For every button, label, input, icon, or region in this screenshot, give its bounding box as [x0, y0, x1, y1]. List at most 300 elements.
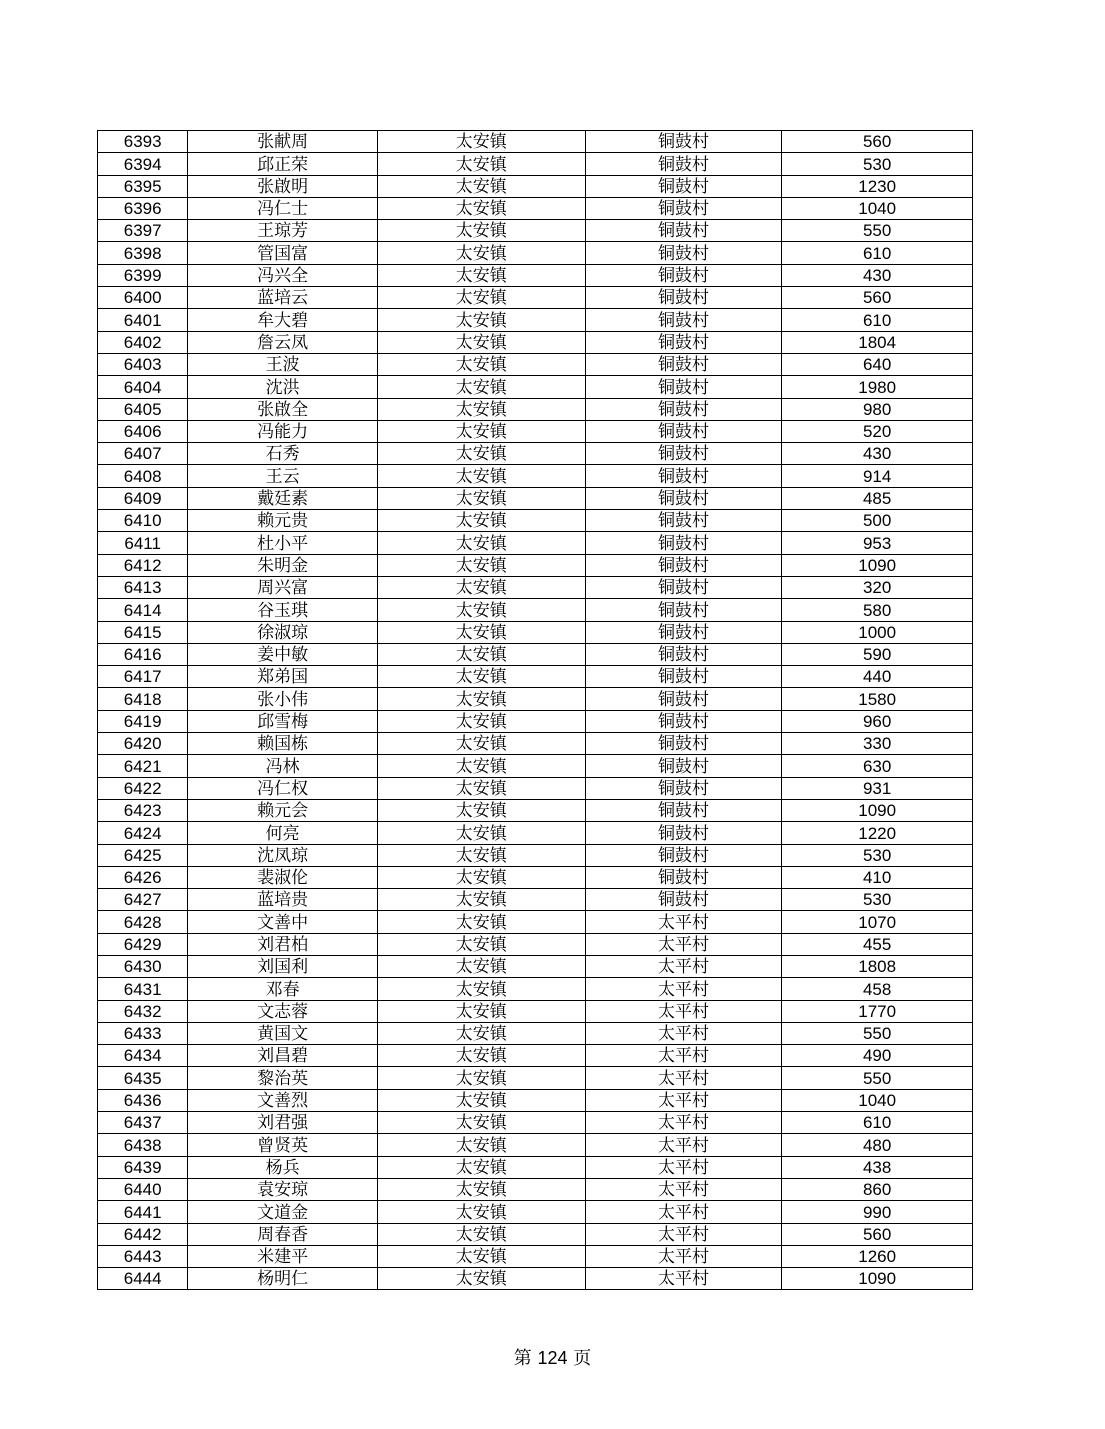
footer-suffix: 页: [573, 1348, 592, 1369]
amount-value: 320: [782, 576, 973, 598]
town-name: 太安镇: [377, 331, 585, 353]
town-name: 太安镇: [377, 287, 585, 309]
record-id: 6416: [98, 643, 188, 665]
amount-value: 630: [782, 755, 973, 777]
record-id: 6434: [98, 1045, 188, 1067]
town-name: 太安镇: [377, 420, 585, 442]
record-id: 6411: [98, 532, 188, 554]
table-row: [98, 1089, 973, 1111]
town-name: 太安镇: [377, 688, 585, 710]
amount-value: 440: [782, 666, 973, 688]
table-row: [98, 197, 973, 219]
village-name: 太平村: [585, 955, 782, 977]
record-id: 6442: [98, 1223, 188, 1245]
table-row: [98, 889, 973, 911]
town-name: 太安镇: [377, 666, 585, 688]
person-name: 蓝培贵: [188, 889, 378, 911]
person-name: 管国富: [188, 242, 378, 264]
village-name: 太平村: [585, 1245, 782, 1267]
amount-value: 490: [782, 1045, 973, 1067]
person-name: 文志蓉: [188, 1000, 378, 1022]
village-name: 铜鼓村: [585, 465, 782, 487]
amount-value: 914: [782, 465, 973, 487]
table-row: [98, 1022, 973, 1044]
table-row: [98, 844, 973, 866]
record-id: 6428: [98, 911, 188, 933]
town-name: 太安镇: [377, 1156, 585, 1178]
table-row: [98, 153, 973, 175]
town-name: 太安镇: [377, 1045, 585, 1067]
table-row: [98, 1000, 973, 1022]
village-name: 铜鼓村: [585, 197, 782, 219]
person-name: 谷玉琪: [188, 599, 378, 621]
village-name: 铜鼓村: [585, 799, 782, 821]
amount-value: 1804: [782, 331, 973, 353]
person-name: 杜小平: [188, 532, 378, 554]
village-name: 铜鼓村: [585, 309, 782, 331]
town-name: 太安镇: [377, 866, 585, 888]
table-row: [98, 131, 973, 153]
table-row: [98, 532, 973, 554]
town-name: 太安镇: [377, 220, 585, 242]
record-id: 6401: [98, 309, 188, 331]
amount-value: 1000: [782, 621, 973, 643]
amount-value: 1090: [782, 1268, 973, 1290]
town-name: 太安镇: [377, 487, 585, 509]
person-name: 裴淑伦: [188, 866, 378, 888]
person-name: 石秀: [188, 443, 378, 465]
record-id: 6396: [98, 197, 188, 219]
village-name: 铜鼓村: [585, 287, 782, 309]
records-table: [97, 130, 973, 1290]
village-name: 太平村: [585, 1223, 782, 1245]
person-name: 蓝培云: [188, 287, 378, 309]
village-name: 铜鼓村: [585, 554, 782, 576]
town-name: 太安镇: [377, 733, 585, 755]
village-name: 太平村: [585, 978, 782, 1000]
amount-value: 1070: [782, 911, 973, 933]
amount-value: 458: [782, 978, 973, 1000]
amount-value: 1808: [782, 955, 973, 977]
village-name: 铜鼓村: [585, 621, 782, 643]
town-name: 太安镇: [377, 1268, 585, 1290]
town-name: 太安镇: [377, 1112, 585, 1134]
table-row: [98, 576, 973, 598]
record-id: 6418: [98, 688, 188, 710]
person-name: 邓春: [188, 978, 378, 1000]
person-name: 詹云凤: [188, 331, 378, 353]
town-name: 太安镇: [377, 153, 585, 175]
person-name: 张小伟: [188, 688, 378, 710]
record-id: 6414: [98, 599, 188, 621]
person-name: 周春香: [188, 1223, 378, 1245]
record-id: 6400: [98, 287, 188, 309]
person-name: 何亮: [188, 822, 378, 844]
record-id: 6436: [98, 1089, 188, 1111]
record-id: 6421: [98, 755, 188, 777]
record-id: 6409: [98, 487, 188, 509]
village-name: 太平村: [585, 1134, 782, 1156]
town-name: 太安镇: [377, 309, 585, 331]
record-id: 6431: [98, 978, 188, 1000]
village-name: 太平村: [585, 1067, 782, 1089]
amount-value: 560: [782, 287, 973, 309]
village-name: 太平村: [585, 1201, 782, 1223]
amount-value: 860: [782, 1178, 973, 1200]
amount-value: 550: [782, 1022, 973, 1044]
town-name: 太安镇: [377, 1089, 585, 1111]
record-id: 6407: [98, 443, 188, 465]
table-row: [98, 487, 973, 509]
record-id: 6395: [98, 175, 188, 197]
person-name: 袁安琼: [188, 1178, 378, 1200]
town-name: 太安镇: [377, 1067, 585, 1089]
record-id: 6410: [98, 510, 188, 532]
person-name: 冯仁权: [188, 777, 378, 799]
person-name: 赖元贵: [188, 510, 378, 532]
person-name: 张献周: [188, 131, 378, 153]
table-row: [98, 866, 973, 888]
village-name: 铜鼓村: [585, 153, 782, 175]
amount-value: 455: [782, 933, 973, 955]
amount-value: 1770: [782, 1000, 973, 1022]
person-name: 邱雪梅: [188, 710, 378, 732]
person-name: 文善中: [188, 911, 378, 933]
town-name: 太安镇: [377, 933, 585, 955]
table-row: [98, 643, 973, 665]
town-name: 太安镇: [377, 242, 585, 264]
village-name: 铜鼓村: [585, 822, 782, 844]
amount-value: 330: [782, 733, 973, 755]
village-name: 铜鼓村: [585, 777, 782, 799]
record-id: 6427: [98, 889, 188, 911]
record-id: 6393: [98, 131, 188, 153]
village-name: 太平村: [585, 1268, 782, 1290]
person-name: 黎治英: [188, 1067, 378, 1089]
village-name: 铜鼓村: [585, 443, 782, 465]
record-id: 6422: [98, 777, 188, 799]
town-name: 太安镇: [377, 822, 585, 844]
table-row: [98, 733, 973, 755]
village-name: 太平村: [585, 1112, 782, 1134]
person-name: 徐淑琼: [188, 621, 378, 643]
town-name: 太安镇: [377, 844, 585, 866]
page-number: 124: [537, 1348, 568, 1368]
town-name: 太安镇: [377, 197, 585, 219]
person-name: 郑弟国: [188, 666, 378, 688]
record-id: 6420: [98, 733, 188, 755]
person-name: 米建平: [188, 1245, 378, 1267]
record-id: 6413: [98, 576, 188, 598]
table-row: [98, 1223, 973, 1245]
amount-value: 430: [782, 443, 973, 465]
record-id: 6399: [98, 264, 188, 286]
record-id: 6444: [98, 1268, 188, 1290]
table-row: [98, 1201, 973, 1223]
person-name: 戴廷素: [188, 487, 378, 509]
amount-value: 530: [782, 844, 973, 866]
village-name: 铜鼓村: [585, 242, 782, 264]
town-name: 太安镇: [377, 398, 585, 420]
record-id: 6403: [98, 353, 188, 375]
amount-value: 1980: [782, 376, 973, 398]
table-row: [98, 1245, 973, 1267]
amount-value: 1090: [782, 554, 973, 576]
town-name: 太安镇: [377, 599, 585, 621]
amount-value: 438: [782, 1156, 973, 1178]
village-name: 铜鼓村: [585, 175, 782, 197]
town-name: 太安镇: [377, 799, 585, 821]
town-name: 太安镇: [377, 978, 585, 1000]
amount-value: 980: [782, 398, 973, 420]
table-row: [98, 1134, 973, 1156]
person-name: 刘君强: [188, 1112, 378, 1134]
amount-value: 1040: [782, 197, 973, 219]
town-name: 太安镇: [377, 710, 585, 732]
person-name: 冯林: [188, 755, 378, 777]
footer-prefix: 第: [513, 1348, 532, 1369]
person-name: 朱明金: [188, 554, 378, 576]
person-name: 刘国利: [188, 955, 378, 977]
record-id: 6402: [98, 331, 188, 353]
record-id: 6435: [98, 1067, 188, 1089]
person-name: 张啟明: [188, 175, 378, 197]
village-name: 铜鼓村: [585, 220, 782, 242]
town-name: 太安镇: [377, 1022, 585, 1044]
town-name: 太安镇: [377, 889, 585, 911]
person-name: 文道金: [188, 1201, 378, 1223]
town-name: 太安镇: [377, 1178, 585, 1200]
person-name: 姜中敏: [188, 643, 378, 665]
record-id: 6424: [98, 822, 188, 844]
record-id: 6423: [98, 799, 188, 821]
person-name: 王波: [188, 353, 378, 375]
record-id: 6408: [98, 465, 188, 487]
table-row: [98, 398, 973, 420]
village-name: 太平村: [585, 1156, 782, 1178]
village-name: 铜鼓村: [585, 688, 782, 710]
table-row: [98, 799, 973, 821]
amount-value: 580: [782, 599, 973, 621]
town-name: 太安镇: [377, 554, 585, 576]
amount-value: 530: [782, 153, 973, 175]
village-name: 铜鼓村: [585, 331, 782, 353]
village-name: 铜鼓村: [585, 755, 782, 777]
amount-value: 485: [782, 487, 973, 509]
amount-value: 1260: [782, 1245, 973, 1267]
record-id: 6412: [98, 554, 188, 576]
record-id: 6441: [98, 1201, 188, 1223]
person-name: 邱正荣: [188, 153, 378, 175]
village-name: 太平村: [585, 1178, 782, 1200]
town-name: 太安镇: [377, 465, 585, 487]
table-row: [98, 1178, 973, 1200]
table-row: [98, 666, 973, 688]
table-row: [98, 220, 973, 242]
town-name: 太安镇: [377, 1201, 585, 1223]
town-name: 太安镇: [377, 532, 585, 554]
town-name: 太安镇: [377, 576, 585, 598]
table-row: [98, 955, 973, 977]
person-name: 王云: [188, 465, 378, 487]
person-name: 杨明仁: [188, 1268, 378, 1290]
town-name: 太安镇: [377, 755, 585, 777]
record-id: 6439: [98, 1156, 188, 1178]
table-row: [98, 1112, 973, 1134]
person-name: 王琼芳: [188, 220, 378, 242]
table-row: [98, 376, 973, 398]
village-name: 铜鼓村: [585, 420, 782, 442]
record-id: 6440: [98, 1178, 188, 1200]
table-row: [98, 599, 973, 621]
amount-value: 960: [782, 710, 973, 732]
table-row: [98, 755, 973, 777]
amount-value: 480: [782, 1134, 973, 1156]
amount-value: 520: [782, 420, 973, 442]
village-name: 太平村: [585, 1022, 782, 1044]
village-name: 铜鼓村: [585, 264, 782, 286]
amount-value: 1230: [782, 175, 973, 197]
person-name: 牟大碧: [188, 309, 378, 331]
amount-value: 550: [782, 1067, 973, 1089]
village-name: 太平村: [585, 1089, 782, 1111]
amount-value: 410: [782, 866, 973, 888]
person-name: 冯能力: [188, 420, 378, 442]
town-name: 太安镇: [377, 510, 585, 532]
table-row: [98, 309, 973, 331]
record-id: 6432: [98, 1000, 188, 1022]
table-row: [98, 1268, 973, 1290]
record-id: 6433: [98, 1022, 188, 1044]
village-name: 铜鼓村: [585, 576, 782, 598]
town-name: 太安镇: [377, 1134, 585, 1156]
town-name: 太安镇: [377, 777, 585, 799]
village-name: 太平村: [585, 1045, 782, 1067]
amount-value: 1040: [782, 1089, 973, 1111]
table-row: [98, 465, 973, 487]
village-name: 铜鼓村: [585, 398, 782, 420]
record-id: 6438: [98, 1134, 188, 1156]
table-row: [98, 242, 973, 264]
record-id: 6405: [98, 398, 188, 420]
person-name: 张啟全: [188, 398, 378, 420]
table-row: [98, 175, 973, 197]
village-name: 铜鼓村: [585, 710, 782, 732]
amount-value: 590: [782, 643, 973, 665]
record-id: 6425: [98, 844, 188, 866]
amount-value: 990: [782, 1201, 973, 1223]
table-row: [98, 777, 973, 799]
person-name: 文善烈: [188, 1089, 378, 1111]
village-name: 铜鼓村: [585, 733, 782, 755]
amount-value: 640: [782, 353, 973, 375]
amount-value: 931: [782, 777, 973, 799]
table-row: [98, 331, 973, 353]
town-name: 太安镇: [377, 376, 585, 398]
amount-value: 550: [782, 220, 973, 242]
person-name: 杨兵: [188, 1156, 378, 1178]
record-id: 6404: [98, 376, 188, 398]
table-row: [98, 822, 973, 844]
town-name: 太安镇: [377, 1223, 585, 1245]
table-row: [98, 420, 973, 442]
town-name: 太安镇: [377, 621, 585, 643]
amount-value: 610: [782, 309, 973, 331]
town-name: 太安镇: [377, 1245, 585, 1267]
person-name: 冯仁士: [188, 197, 378, 219]
person-name: 冯兴全: [188, 264, 378, 286]
person-name: 沈洪: [188, 376, 378, 398]
village-name: 太平村: [585, 1000, 782, 1022]
record-id: 6417: [98, 666, 188, 688]
village-name: 铜鼓村: [585, 376, 782, 398]
village-name: 铜鼓村: [585, 353, 782, 375]
page-footer: [0, 1344, 1105, 1370]
amount-value: 953: [782, 532, 973, 554]
town-name: 太安镇: [377, 353, 585, 375]
record-id: 6419: [98, 710, 188, 732]
village-name: 铜鼓村: [585, 599, 782, 621]
table-row: [98, 353, 973, 375]
record-id: 6394: [98, 153, 188, 175]
amount-value: 560: [782, 1223, 973, 1245]
table-row: [98, 978, 973, 1000]
amount-value: 1090: [782, 799, 973, 821]
town-name: 太安镇: [377, 175, 585, 197]
town-name: 太安镇: [377, 955, 585, 977]
village-name: 太平村: [585, 933, 782, 955]
person-name: 周兴富: [188, 576, 378, 598]
person-name: 沈凤琼: [188, 844, 378, 866]
record-id: 6430: [98, 955, 188, 977]
record-id: 6426: [98, 866, 188, 888]
table-row: [98, 621, 973, 643]
town-name: 太安镇: [377, 264, 585, 286]
table-row: [98, 710, 973, 732]
town-name: 太安镇: [377, 643, 585, 665]
table-row: [98, 911, 973, 933]
records-table-body: [98, 131, 973, 1290]
table-row: [98, 1045, 973, 1067]
record-id: 6437: [98, 1112, 188, 1134]
person-name: 赖元会: [188, 799, 378, 821]
person-name: 刘君柏: [188, 933, 378, 955]
town-name: 太安镇: [377, 443, 585, 465]
town-name: 太安镇: [377, 131, 585, 153]
table-row: [98, 510, 973, 532]
amount-value: 500: [782, 510, 973, 532]
table-row: [98, 933, 973, 955]
record-id: 6415: [98, 621, 188, 643]
record-id: 6406: [98, 420, 188, 442]
table-row: [98, 287, 973, 309]
village-name: 铜鼓村: [585, 889, 782, 911]
person-name: 赖国栋: [188, 733, 378, 755]
record-id: 6398: [98, 242, 188, 264]
table-row: [98, 688, 973, 710]
village-name: 铜鼓村: [585, 510, 782, 532]
table-row: [98, 443, 973, 465]
town-name: 太安镇: [377, 911, 585, 933]
person-name: 黄国文: [188, 1022, 378, 1044]
amount-value: 1580: [782, 688, 973, 710]
record-id: 6429: [98, 933, 188, 955]
village-name: 铜鼓村: [585, 532, 782, 554]
person-name: 曾贤英: [188, 1134, 378, 1156]
village-name: 铜鼓村: [585, 866, 782, 888]
amount-value: 430: [782, 264, 973, 286]
table-row: [98, 554, 973, 576]
